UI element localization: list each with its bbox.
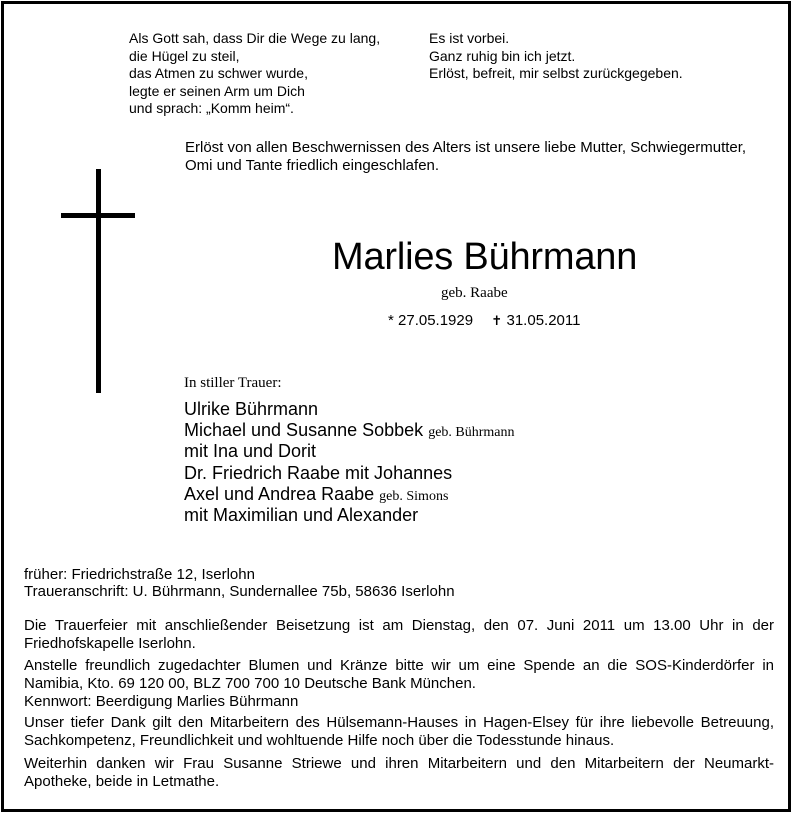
mourning-label: In stiller Trauer: (184, 375, 282, 391)
mourning-address: Traueranschrift: U. Bührmann, Sundernallee 75b, 58636 Iserlohn (24, 583, 455, 600)
mourner-entry (184, 399, 515, 420)
mourner-name: Axel und Andrea Raabe (184, 483, 375, 504)
death-date: 31.05.2011 (506, 312, 581, 329)
life-dates (388, 312, 580, 329)
ceremony-paragraph: Die Trauerfeier mit anschließender Beisetzung ist am Dienstag, den 07. Juni 2011 um 13.00 Uhr in der Friedhofskapelle Iserlohn. (24, 617, 774, 652)
maiden-name: geb. Raabe (441, 285, 508, 301)
mourner-note: geb. Simons (379, 488, 449, 504)
poem-right-line: Erlöst, befreit, mir selbst zurückgegeben. (429, 65, 683, 82)
mourner-name: mit Ina und Dorit (184, 441, 317, 462)
further-thanks-paragraph: Weiterhin danken wir Frau Susanne Striewe und ihren Mitarbeitern und den Mitarbeitern der Neumarkt-Apotheke, beide in Letmathe. (24, 755, 774, 790)
cross-icon-bar (61, 213, 135, 218)
poem-left-line: und sprach: „Komm heim“. (129, 100, 294, 117)
cross-icon (96, 169, 101, 393)
intro-line: Omi und Tante friedlich eingeschlafen. (185, 157, 440, 174)
mourner-entry (184, 441, 515, 462)
mourner-name: Michael und Susanne Sobbek (184, 420, 424, 441)
poem-right (429, 30, 683, 83)
intro-text (185, 139, 746, 175)
mourner-name: Ulrike Bührmann (184, 399, 319, 419)
deceased-name: Marlies Bührmann (332, 236, 638, 278)
poem-left-line: Als Gott sah, dass Dir die Wege zu lang, (129, 30, 381, 46)
poem-right-line: Ganz ruhig bin ich jetzt. (429, 47, 576, 64)
poem-left-line: legte er seinen Arm um Dich (129, 82, 305, 99)
mourner-entry (184, 420, 515, 441)
poem-left (129, 30, 380, 118)
mourner-entry (184, 463, 515, 484)
mourner-entry (184, 484, 515, 505)
address-block (24, 566, 455, 600)
keyword-line: Kennwort: Beerdigung Marlies Bührmann (24, 693, 299, 710)
mourner-name: Dr. Friedrich Raabe mit Johannes (184, 462, 453, 483)
mourner-name: mit Maximilian und Alexander (184, 504, 419, 525)
intro-line: Erlöst von allen Beschwernissen des Alters ist unsere liebe Mutter, Schwiegermutter, (185, 139, 747, 156)
mourner-entry (184, 505, 515, 526)
former-address: früher: Friedrichstraße 12, Iserlohn (24, 566, 255, 583)
birth-date: * 27.05.1929 (388, 312, 474, 329)
death-cross-icon: ✝ (491, 314, 503, 329)
thanks-paragraph: Unser tiefer Dank gilt den Mitarbeitern des Hülsemann-Hauses in Hagen-Elsey für ihre liebevolle Betreuung, Sachkompetenz, Freundlichkeit und wohltuende Hilfe noch über die Todesstunde hinaus. (24, 714, 774, 749)
donation-paragraph: Anstelle freundlich zugedachter Blumen und Kränze bitte wir um eine Spende an die SOS-Kinderdörfer in Namibia, Kto. 69 120 00, BLZ 700 700 10 Deutsche Bank München. (24, 657, 774, 692)
mourner-note: geb. Bührmann (428, 425, 515, 441)
poem-left-line: das Atmen zu schwer wurde, (129, 65, 308, 82)
poem-right-line: Es ist vorbei. (429, 30, 510, 46)
mourners-list (184, 399, 515, 526)
poem-left-line: die Hügel zu steil, (129, 47, 240, 64)
